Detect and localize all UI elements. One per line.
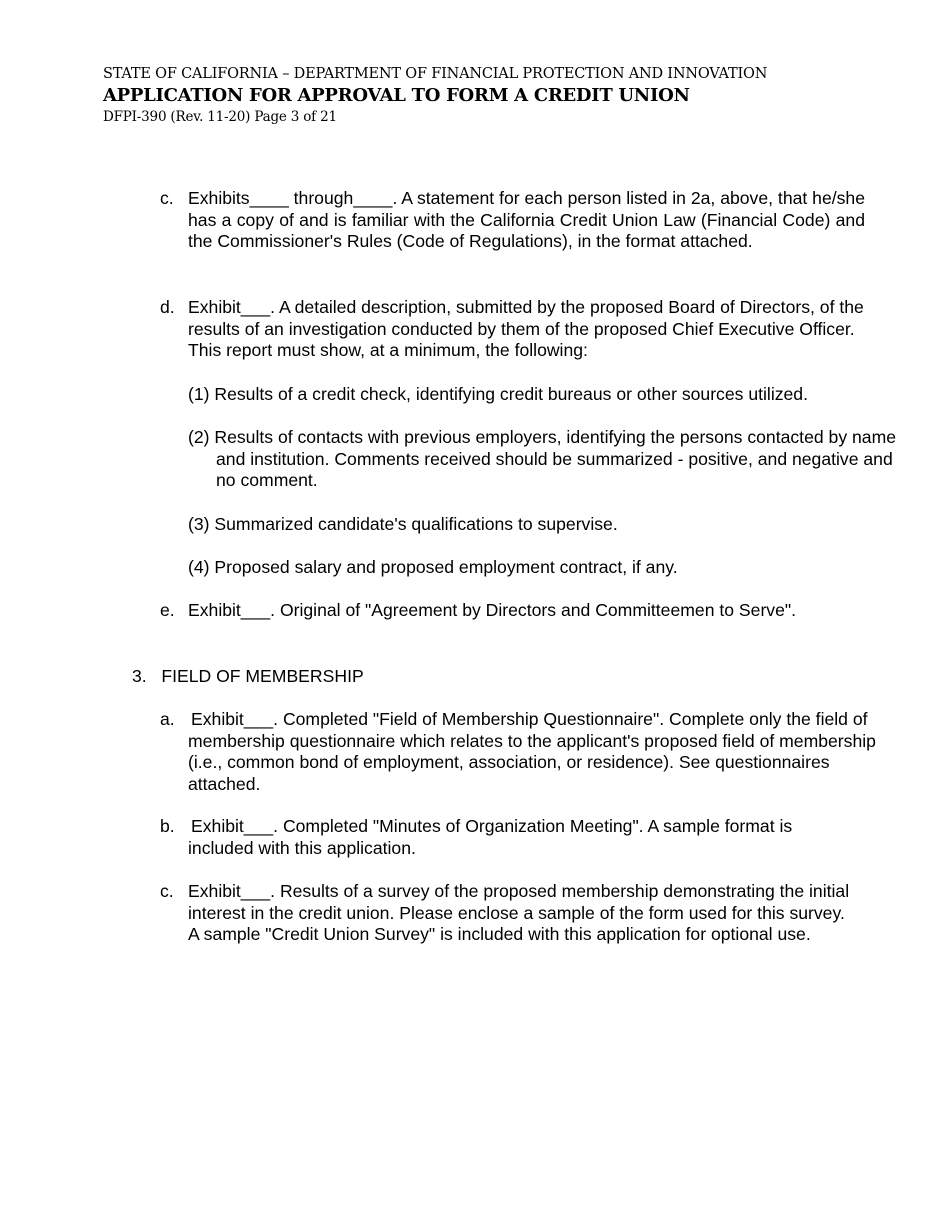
item-text: Exhibit___. Original of "Agreement by Directors and Committeemen to Serve". [188, 600, 797, 620]
sub-item-2: (2) Results of contacts with previous employers, identifying the persons contacted by name and institution. Comments received should be summarized - positive, and negative and no comment. [188, 427, 897, 491]
section-heading: 3. FIELD OF MEMBERSHIP [132, 666, 364, 686]
item-label: d. [160, 297, 175, 317]
item-text: Exhibit___. A detailed description, submitted by the proposed Board of Directors, of the results of an investigation conducted by them of the proposed Chief Executive Officer. This report must show, at a minimum, the following: [188, 297, 864, 361]
item-label: c. [160, 881, 174, 901]
sub-item-4: (4) Proposed salary and proposed employment contract, if any. [188, 557, 678, 577]
item-text: Exhibit___. Completed "Field of Membership Questionnaire". Complete only the field of membership questionnaire which relates to the applicant's proposed field of membership (i.e., common bond of employment, association, or residence). See questionnaires attached. [188, 709, 876, 795]
sub-item-3: (3) Summarized candidate's qualifications to supervise. [188, 514, 618, 534]
page-header [103, 64, 767, 128]
item-text: Exhibit___. Results of a survey of the proposed membership demonstrating the initial interest in the credit union. Please enclose a sample of the form used for this survey. A sample "Credit Union Survey" is included with this application for optional use. [188, 881, 850, 945]
form-info: DFPI-390 (Rev. 11-20) Page 3 of 21 [103, 109, 337, 125]
item-label: e. [160, 600, 175, 620]
sub-item-1: (1) Results of a credit check, identifying credit bureaus or other sources utilized. [188, 384, 808, 404]
agency-line: STATE OF CALIFORNIA – DEPARTMENT OF FINANCIAL PROTECTION AND INNOVATION [103, 66, 768, 82]
item-text: Exhibit___. Completed "Minutes of Organization Meeting". A sample format is included with this application. [188, 816, 793, 858]
item-label: c. [160, 188, 174, 208]
item-label: b. [160, 816, 175, 836]
form-title: APPLICATION FOR APPROVAL TO FORM A CREDIT UNION [103, 85, 690, 106]
item-label: a. [160, 709, 175, 729]
item-text: Exhibits____ through____. A statement for each person listed in 2a, above, that he/she has a copy of and is familiar with the California Credit Union Law (Financial Code) and the Commissioner's Rules (Code of Regulations), in the format attached. [188, 188, 865, 252]
